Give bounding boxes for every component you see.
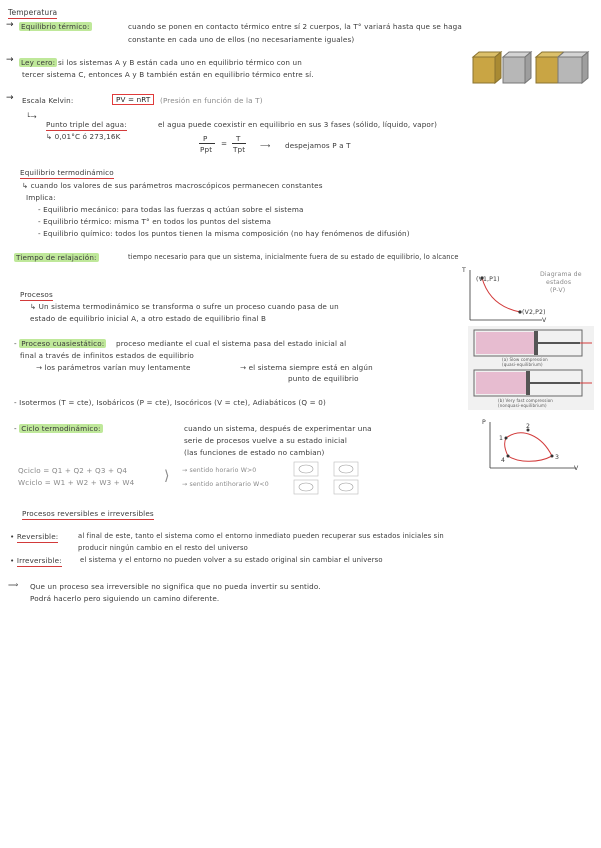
piston-caption-a: (a) Slow compression — [502, 357, 548, 362]
cuasiestatico-note-2: punto de equilibrio — [288, 374, 359, 383]
ratio-tpt: Tpt — [233, 145, 246, 154]
equilibrio-termico-text-2: constante en cada uno de ellos (no necesariamente iguales) — [128, 35, 355, 44]
ratio-p: P — [203, 134, 208, 143]
eq-termo-text-1: ↳ cuando los valores de sus parámetros macroscópicos permanecen constantes — [22, 181, 323, 190]
ratio-t: T — [236, 134, 241, 143]
eq-termico: - Equilibrio térmico: misma T° en todos los puntos del sistema — [38, 217, 272, 226]
isos-text: - Isotermos (T = cte), Isobáricos (P = cte), Isocóricos (V = cte), Adiabáticos (Q = 0) — [14, 398, 326, 407]
cycle-axis-v: V — [574, 465, 579, 472]
pv-point-1-label: (V1,P1) — [476, 276, 500, 283]
section-title-procesos: Procesos — [20, 290, 53, 299]
pv-note-1: Diagrama de — [540, 271, 582, 278]
escala-kelvin-note: (Presión en función de la T) — [160, 96, 263, 105]
cycle-point-4: 4 — [501, 457, 506, 464]
ratio-equals: = — [221, 139, 228, 148]
sentido-horario: → sentido horario W>0 — [182, 467, 257, 474]
tiempo-relajacion-text: tiempo necesario para que un sistema, inicialmente fuera de su estado de equilibrio, lo alcance — [128, 253, 459, 261]
implies-icon: ⟹ — [8, 580, 19, 589]
formula-w-ciclo: Wciclo = W1 + W2 + W3 + W4 — [18, 478, 135, 487]
conclusion-text-1: Que un proceso sea irreversible no significa que no pueda invertir su sentido. — [30, 582, 321, 591]
reversible-text-1: al final de este, tanto el sistema como el entorno inmediato pueden recuperar sus estados iniciales sin — [78, 532, 444, 540]
ciclo-text-2: serie de procesos vuelve a su estado inicial — [184, 436, 347, 445]
cycle-point-2: 2 — [526, 423, 531, 430]
section-title-equilibrio-termodinamico: Equilibrio termodinámico — [20, 168, 114, 177]
punto-triple-text: el agua puede coexistir en equilibrio en sus 3 fases (sólido, líquido, vapor) — [158, 120, 438, 129]
eq-mecanico: - Equilibrio mecánico: para todas las fuerzas q actúan sobre el sistema — [38, 205, 304, 214]
procesos-text-1: ↳ Un sistema termodinámico se transforma o sufre un proceso cuando pasa de un — [30, 302, 339, 311]
cycle-point-1: 1 — [499, 435, 504, 442]
cuasiestatico-text-1: proceso mediante el cual el sistema pasa del estado inicial al — [116, 339, 347, 348]
arrow-icon: ⟶ — [260, 141, 271, 150]
eq-quimico: - Equilibrio químico: todos los puntos tienen la misma composición (no hay fenómenos de difusión) — [38, 229, 410, 238]
escala-kelvin-label: Escala Kelvin: — [22, 96, 74, 105]
cycle-point-3: 3 — [555, 454, 560, 461]
cuasiestatico-label: - Proceso cuasiestático: — [14, 339, 105, 348]
section-title-reversibles: Procesos reversibles e irreversibles — [22, 509, 154, 518]
arrow-icon: → — [6, 93, 14, 103]
pv-point-2-label: (V2,P2) — [522, 309, 546, 316]
piston-caption-b: (b) Very fast compression — [498, 398, 553, 403]
arrow-icon: → — [6, 55, 14, 65]
ciclo-label: - Ciclo termodinámico: — [14, 424, 101, 433]
cycle-axis-p: P — [482, 419, 486, 426]
ley-cero-text-2: tercer sistema C, entonces A y B también están en equilibrio térmico entre sí. — [22, 70, 314, 79]
irreversible-text-1: el sistema y el entorno no pueden volver a su estado original sin cambiar el universo — [80, 556, 383, 564]
pv-axis-t: T — [462, 267, 466, 274]
pv-nrt-formula: PV = nRT — [112, 94, 154, 105]
implica-label: Implica: — [26, 193, 56, 202]
piston-figure — [468, 326, 594, 410]
ratio-line — [199, 143, 215, 144]
cycle-direction-icons — [292, 460, 372, 496]
pv-axis-v: V — [542, 317, 547, 324]
sentido-antihorario: → sentido antihorario W<0 — [182, 481, 269, 488]
brace-icon: ⟩ — [164, 468, 170, 484]
conclusion-text-2: Podrá hacerlo pero siguiendo un camino diferente. — [30, 594, 220, 603]
cuasiestatico-text-3: → los parámetros varían muy lentamente — [36, 363, 191, 372]
cuasiestatico-text-2: final a través de infinitos estados de equilibrio — [20, 351, 194, 360]
arrow-icon: → — [6, 20, 14, 30]
ratio-ppt: Ppt — [200, 145, 213, 154]
thermo-cycle-diagram — [482, 418, 582, 478]
corner-arrow-icon: └→ — [26, 112, 37, 121]
despejamos-text: despejamos P a T — [285, 141, 351, 150]
equilibrio-termico-label: Equilibrio térmico: — [21, 22, 90, 31]
reversible-text-2: producir ningún cambio en el resto del universo — [78, 544, 248, 552]
ratio-line — [232, 143, 246, 144]
pv-note-2: estados — [546, 279, 572, 286]
ciclo-text-1: cuando un sistema, después de experimentar una — [184, 424, 372, 433]
section-title-temperatura: Temperatura — [8, 8, 58, 17]
punto-triple-values-arrow: ↳ 0,01°C ó 273,16K — [46, 132, 121, 141]
formula-q-ciclo: Qciclo = Q1 + Q2 + Q3 + Q4 — [18, 466, 128, 475]
piston-caption-a2: (quasi-equilibrium) — [502, 362, 543, 367]
tiempo-relajacion-label: Tiempo de relajación: — [16, 253, 97, 262]
pv-note-3: (P-V) — [550, 287, 566, 294]
irreversible-label: • Irreversible: — [10, 556, 62, 565]
thermal-blocks-figure — [470, 40, 595, 88]
equilibrio-termico-text-1: cuando se ponen en contacto térmico entre sí 2 cuerpos, la T° variará hasta que se haga — [128, 22, 462, 31]
ley-cero-text-1: si los sistemas A y B están cada uno en equilibrio térmico con un — [58, 58, 302, 67]
piston-caption-b2: (nonquasi-equilibrium) — [498, 403, 547, 408]
ley-cero-label: Ley cero: — [21, 58, 56, 67]
procesos-text-2: estado de equilibrio inicial A, a otro estado de equilibrio final B — [30, 314, 267, 323]
reversible-label: • Reversible: — [10, 532, 59, 541]
pv-state-diagram — [462, 266, 590, 328]
cuasiestatico-note-1: → el sistema siempre está en algún — [240, 363, 373, 372]
ciclo-text-3: (las funciones de estado no cambian) — [184, 448, 325, 457]
punto-triple-label: Punto triple del agua: — [46, 120, 127, 129]
